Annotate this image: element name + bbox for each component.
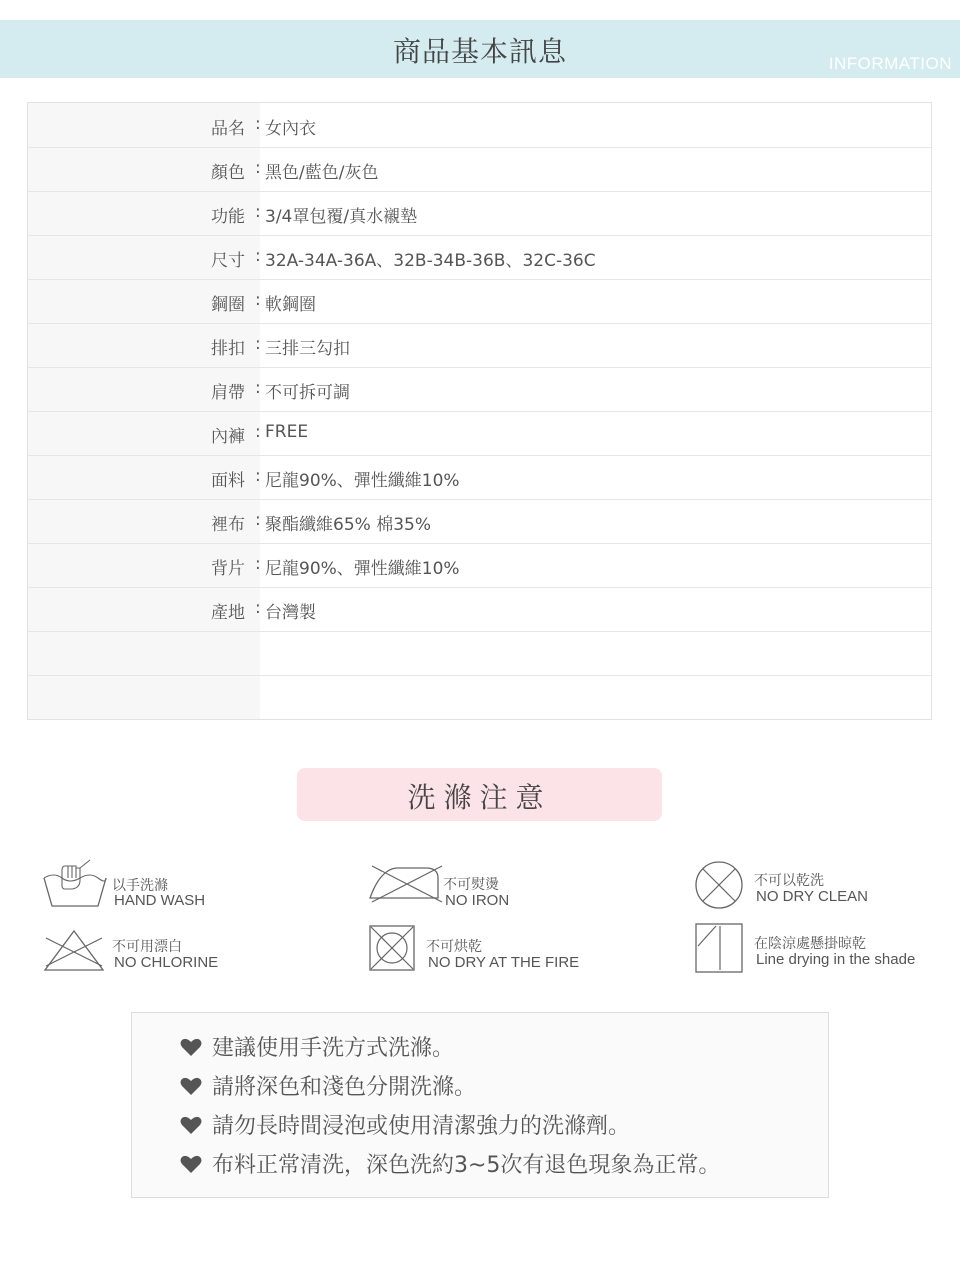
spec-colon: : bbox=[255, 246, 261, 266]
care-label-en: NO IRON bbox=[445, 892, 510, 909]
spec-row-fabric bbox=[28, 455, 931, 500]
spec-key: 內褲 bbox=[211, 427, 245, 447]
spec-key: 面料 bbox=[211, 471, 245, 491]
care-item-hand-wash bbox=[42, 858, 222, 914]
care-label-en: Line drying in the shade bbox=[756, 951, 916, 968]
spec-colon: : bbox=[255, 158, 261, 178]
spec-row-underwire bbox=[28, 279, 931, 324]
spec-row-size bbox=[28, 235, 931, 280]
care-note-text: 請將深色和淺色分開洗滌。 bbox=[212, 1075, 477, 1100]
section-subtitle: INFORMATION bbox=[828, 54, 952, 73]
section-title-information: 商品基本訊息 bbox=[392, 35, 567, 68]
care-label-en: NO DRY AT THE FIRE bbox=[428, 954, 580, 971]
hand-wash-icon bbox=[42, 858, 108, 912]
spec-key: 裡布 bbox=[211, 515, 245, 535]
spec-key: 肩帶 bbox=[211, 383, 245, 403]
spec-value: 3/4罩包覆/真水襯墊 bbox=[265, 207, 418, 227]
care-item-line-dry-shade bbox=[694, 922, 934, 974]
care-item-no-iron bbox=[368, 862, 568, 914]
line-dry-shade-icon bbox=[694, 922, 744, 974]
spec-value: 尼龍90%、彈性纖維10% bbox=[265, 559, 460, 579]
spec-colon: : bbox=[255, 510, 261, 530]
spec-key: 排扣 bbox=[211, 339, 245, 359]
care-notes-box bbox=[131, 1012, 829, 1198]
spec-value: 三排三勾扣 bbox=[265, 339, 350, 359]
spec-colon: : bbox=[255, 422, 261, 442]
care-note-text: 建議使用手洗方式洗滌。 bbox=[212, 1036, 455, 1061]
spec-table bbox=[27, 102, 932, 720]
spec-row-hooks bbox=[28, 323, 931, 368]
spec-row-name bbox=[28, 103, 931, 148]
care-note bbox=[180, 1109, 630, 1140]
care-note-text: 請勿長時間浸泡或使用清潔強力的洗滌劑。 bbox=[212, 1114, 631, 1139]
care-label-en: HAND WASH bbox=[114, 892, 206, 909]
spec-key: 尺寸 bbox=[211, 251, 245, 271]
heart-icon bbox=[180, 1037, 202, 1057]
care-label-zh: 在陰涼處懸掛晾乾 bbox=[754, 936, 866, 952]
spec-value: FREE bbox=[265, 422, 309, 442]
spec-value: 黑色/藍色/灰色 bbox=[265, 163, 379, 183]
spec-row-empty bbox=[28, 631, 931, 676]
spec-value: 尼龍90%、彈性纖維10% bbox=[265, 471, 460, 491]
spec-colon: : bbox=[255, 114, 261, 134]
spec-row-origin bbox=[28, 587, 931, 632]
heart-icon bbox=[180, 1076, 202, 1096]
spec-key: 品名 bbox=[211, 119, 245, 139]
care-item-no-chlorine bbox=[42, 928, 242, 978]
spec-key: 顏色 bbox=[211, 163, 245, 183]
care-note bbox=[180, 1070, 476, 1101]
spec-colon: : bbox=[255, 554, 261, 574]
care-label-en: NO DRY CLEAN bbox=[756, 888, 868, 905]
spec-value: 台灣製 bbox=[265, 603, 316, 623]
no-chlorine-icon bbox=[42, 928, 106, 974]
spec-colon: : bbox=[255, 598, 261, 618]
care-item-no-dry-clean bbox=[694, 860, 894, 912]
spec-row-lining bbox=[28, 499, 931, 544]
spec-key: 功能 bbox=[211, 207, 245, 227]
care-note bbox=[180, 1031, 454, 1062]
spec-row-back bbox=[28, 543, 931, 588]
spec-value: 不可拆可調 bbox=[265, 383, 350, 403]
care-item-no-tumble-dry bbox=[368, 924, 588, 976]
care-label-zh: 以手洗滌 bbox=[112, 878, 168, 894]
no-dry-clean-icon bbox=[694, 860, 744, 910]
spec-value: 聚酯纖維65% 棉35% bbox=[265, 515, 431, 535]
spec-row-empty bbox=[28, 675, 931, 719]
section-title-care: 洗滌注意 bbox=[407, 781, 552, 814]
spec-value: 軟鋼圈 bbox=[265, 295, 316, 315]
spec-row-function bbox=[28, 191, 931, 236]
spec-key: 鋼圈 bbox=[211, 295, 245, 315]
no-tumble-dry-icon bbox=[368, 924, 416, 972]
spec-colon: : bbox=[255, 202, 261, 222]
care-label-zh: 不可用漂白 bbox=[112, 939, 182, 955]
spec-row-panties bbox=[28, 411, 931, 456]
no-iron-icon bbox=[368, 862, 444, 906]
spec-row-straps bbox=[28, 367, 931, 412]
spec-key: 產地 bbox=[211, 603, 245, 623]
heart-icon bbox=[180, 1154, 202, 1174]
spec-value: 32A-34A-36A、32B-34B-36B、32C-36C bbox=[265, 251, 596, 271]
care-label-zh: 不可以乾洗 bbox=[754, 873, 824, 889]
spec-colon: : bbox=[255, 466, 261, 486]
care-note bbox=[180, 1148, 720, 1179]
spec-colon: : bbox=[255, 290, 261, 310]
heart-icon bbox=[180, 1115, 202, 1135]
spec-row-color bbox=[28, 147, 931, 192]
spec-value: 女內衣 bbox=[265, 119, 316, 139]
care-label-zh: 不可熨燙 bbox=[443, 877, 499, 893]
care-note-text: 布料正常清洗，深色洗約3~5次有退色現象為正常。 bbox=[212, 1153, 721, 1178]
spec-key: 背片 bbox=[211, 559, 245, 579]
spec-colon: : bbox=[255, 378, 261, 398]
care-label-en: NO CHLORINE bbox=[114, 954, 219, 971]
care-label-zh: 不可烘乾 bbox=[426, 939, 482, 955]
spec-colon: : bbox=[255, 334, 261, 354]
